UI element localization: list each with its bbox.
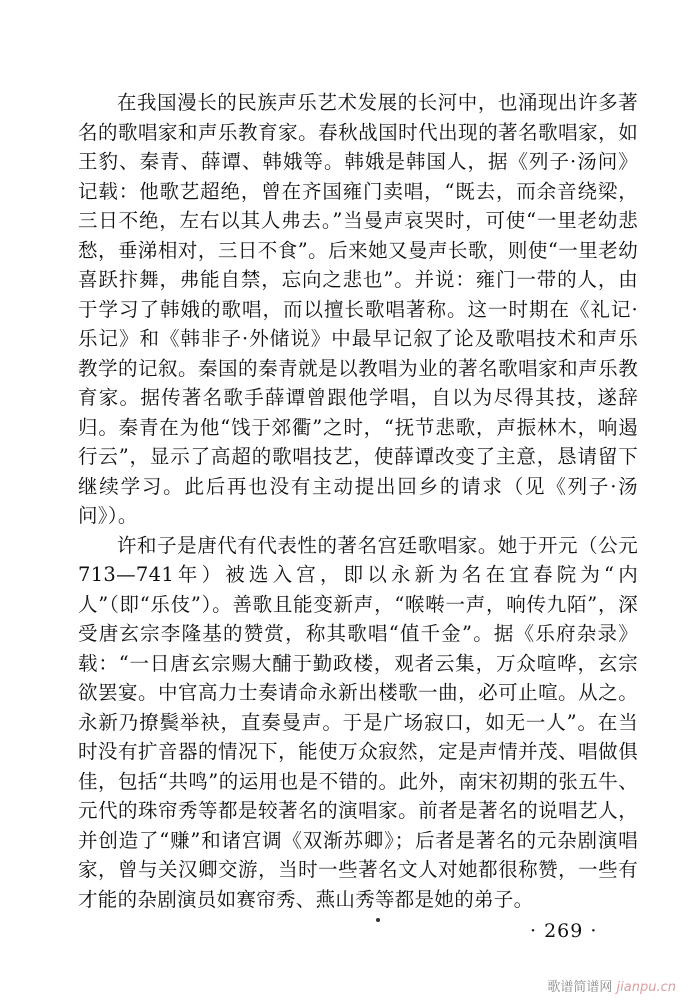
watermark-text: 歌谱简谱网 [547,980,613,995]
page-number: · 269 · [530,920,598,942]
watermark-url: jianpu.cn [616,980,676,995]
paragraph-2: 许和子是唐代有代表性的著名宫廷歌唱家。她于开元（公元713—741年）被选入宫，即以永新为名在宜春院为“内人”（即“乐伎”）。善歌且能变新声，“喉啭一声，响传九陌”，深受唐玄宗李隆基的赞赏，称其歌唱“值千金”。据《乐府杂录》载：“一日唐玄宗赐大酺于勤政楼，观者云集，万众喧哗，玄宗欲罢宴。中官高力士奏请命永新出楼歌一曲，必可止喧。从之。永新乃撩鬓举袂，直奏曼声。于是广场寂口，如无一人”。在当时没有扩音器的情况下，能使万众寂然，定是声情并茂、唱做俱佳，包括“共鸣”的运用也是不错的。此外，南宋初期的张五牛、元代的珠帘秀等都是较著名的演唱家。前者是著名的说唱艺人，并创造了“赚”和诸宫调《双渐苏卿》；后者是著名的元杂剧演唱家，曾与关汉卿交游，当时一些著名文人对她都很称赞，一些有才能的杂剧演员如赛帘秀、燕山秀等都是她的弟子。 [78,533,638,911]
print-dot [376,918,380,922]
watermark [547,976,676,995]
body-text [78,88,638,914]
paragraph-1: 在我国漫长的民族声乐艺术发展的长河中，也涌现出许多著名的歌唱家和声乐教育家。春秋战国时代出现的著名歌唱家，如王豹、秦青、薛谭、韩娥等。韩娥是韩国人，据《列子·汤问》记载：他歌艺超绝，曾在齐国雍门卖唱，“既去，而余音绕梁，三日不绝，左右以其人弗去。”当曼声哀哭时，可使“一里老幼悲愁，垂涕相对，三日不食”。后来她又曼声长歌，则使“一里老幼喜跃抃舞，弗能自禁，忘向之悲也”。并说：雍门一带的人，由于学习了韩娥的歌唱，而以擅长歌唱著称。这一时期在《礼记·乐记》和《韩非子·外储说》中最早记叙了论及歌唱技术和声乐教学的记叙。秦国的秦青就是以教唱为业的著名歌唱家和声乐教育家。据传著名歌手薛谭曾跟他学唱，自以为尽得其技，遂辞归。秦青在为他“饯于郊衢”之时，“抚节悲歌，声振林木，响遏行云”，显示了高超的歌唱技艺，使薛谭改变了主意，恳请留下继续学习。此后再也没有主动提出回乡的请求（见《列子·汤问》）。 [78,91,638,527]
